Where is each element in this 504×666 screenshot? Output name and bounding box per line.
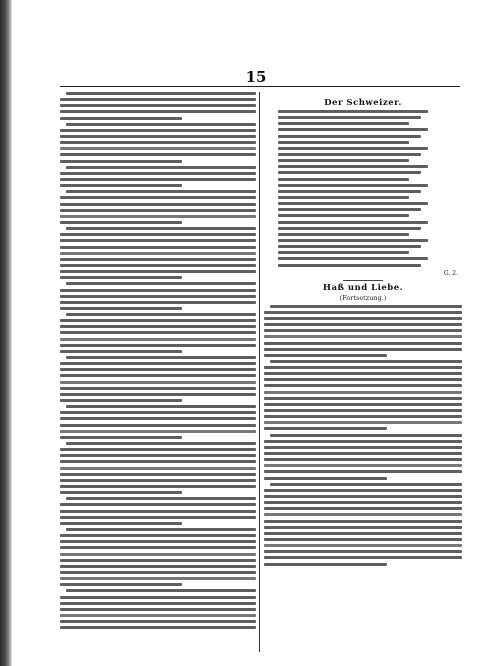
text-line xyxy=(60,491,182,494)
text-line xyxy=(264,520,462,523)
text-line xyxy=(60,540,256,543)
text-line xyxy=(264,421,462,424)
text-line xyxy=(264,311,462,314)
text-line xyxy=(264,563,387,566)
text-line xyxy=(264,391,462,394)
text-line xyxy=(60,368,256,371)
text-line xyxy=(60,104,256,107)
text-line xyxy=(60,160,182,163)
text-line xyxy=(278,221,428,224)
text-line xyxy=(66,227,256,230)
text-line xyxy=(264,427,387,430)
text-line xyxy=(60,295,256,298)
text-line xyxy=(278,178,409,181)
text-line xyxy=(278,239,428,242)
story-title: Haß und Liebe. xyxy=(322,282,404,293)
text-line xyxy=(264,477,387,480)
text-line xyxy=(60,522,182,525)
text-line xyxy=(278,141,409,144)
poem-body xyxy=(264,110,462,267)
text-line xyxy=(60,252,256,255)
text-line xyxy=(264,556,462,559)
right-column xyxy=(264,92,462,652)
text-line xyxy=(278,122,409,125)
text-line xyxy=(264,446,462,449)
text-line xyxy=(60,479,256,482)
text-line xyxy=(66,589,256,592)
text-line xyxy=(278,147,428,150)
section-divider xyxy=(343,280,383,281)
text-line xyxy=(60,233,256,236)
text-line xyxy=(264,378,462,381)
text-line xyxy=(60,473,256,476)
text-line xyxy=(264,544,462,547)
text-line xyxy=(264,440,462,443)
text-line xyxy=(60,565,256,568)
text-line xyxy=(264,550,462,553)
text-line xyxy=(60,608,256,611)
text-line xyxy=(264,532,462,535)
text-line xyxy=(264,397,462,400)
text-line xyxy=(60,448,256,451)
text-line xyxy=(60,289,256,292)
binding-edge xyxy=(0,0,12,666)
text-line xyxy=(264,384,462,387)
text-line xyxy=(60,344,256,347)
text-line xyxy=(278,110,428,113)
text-line xyxy=(278,257,428,260)
text-line xyxy=(60,626,256,629)
text-line xyxy=(264,495,462,498)
text-line xyxy=(60,276,182,279)
text-line xyxy=(60,172,256,175)
text-line xyxy=(60,325,256,328)
text-line xyxy=(270,434,462,437)
text-line xyxy=(60,301,256,304)
text-line xyxy=(264,489,462,492)
column-divider xyxy=(259,92,260,652)
text-line xyxy=(60,209,256,212)
story-body xyxy=(264,305,462,566)
text-line xyxy=(60,153,256,156)
text-line xyxy=(60,485,256,488)
text-line xyxy=(60,264,256,267)
text-line xyxy=(264,464,462,467)
text-line xyxy=(66,123,256,126)
text-line xyxy=(264,507,462,510)
text-line xyxy=(264,348,462,351)
text-line xyxy=(278,128,428,131)
text-line xyxy=(278,227,421,230)
text-line xyxy=(60,454,256,457)
text-line xyxy=(278,165,428,168)
text-line xyxy=(270,483,462,486)
text-line xyxy=(278,233,409,236)
text-line xyxy=(60,258,256,261)
text-line xyxy=(66,405,256,408)
header-rule xyxy=(60,86,460,87)
text-line xyxy=(60,620,256,623)
text-line xyxy=(60,350,182,353)
story-subtitle: (Fortsetzung.) xyxy=(339,293,387,302)
text-line xyxy=(278,190,421,193)
text-line xyxy=(278,184,428,187)
text-line xyxy=(264,526,462,529)
text-line xyxy=(66,190,256,193)
text-line xyxy=(264,329,462,332)
text-line xyxy=(60,246,256,249)
text-line xyxy=(66,442,256,445)
text-line xyxy=(60,602,256,605)
text-line xyxy=(60,393,256,396)
text-line xyxy=(60,98,256,101)
text-line xyxy=(66,528,256,531)
text-line xyxy=(278,214,409,217)
text-line xyxy=(60,362,256,365)
text-line xyxy=(264,501,462,504)
text-line xyxy=(60,110,256,113)
text-line xyxy=(278,171,421,174)
text-line xyxy=(264,538,462,541)
text-line xyxy=(60,331,256,334)
text-line xyxy=(66,92,256,95)
text-line xyxy=(60,411,256,414)
text-line xyxy=(264,366,462,369)
text-line xyxy=(60,534,256,537)
text-line xyxy=(60,460,256,463)
text-line xyxy=(278,264,421,267)
text-line xyxy=(270,305,462,308)
text-line xyxy=(60,596,256,599)
text-line xyxy=(278,116,421,119)
text-line xyxy=(60,436,182,439)
text-line xyxy=(60,117,182,120)
text-line xyxy=(60,196,256,199)
text-line xyxy=(66,313,256,316)
text-line xyxy=(278,153,421,156)
text-line xyxy=(264,317,462,320)
text-line xyxy=(264,372,462,375)
text-line xyxy=(264,342,462,345)
text-line xyxy=(278,208,421,211)
text-line xyxy=(66,166,256,169)
text-line xyxy=(60,503,256,506)
text-line xyxy=(264,470,462,473)
text-line xyxy=(60,516,256,519)
text-line xyxy=(60,270,256,273)
text-line xyxy=(60,374,256,377)
text-line xyxy=(264,354,387,357)
text-line xyxy=(264,452,462,455)
text-line xyxy=(60,571,256,574)
text-line xyxy=(60,239,256,242)
text-line xyxy=(60,307,182,310)
text-line xyxy=(60,467,256,470)
text-line xyxy=(264,458,462,461)
text-line xyxy=(60,577,256,580)
text-line xyxy=(264,403,462,406)
text-line xyxy=(60,559,256,562)
text-line xyxy=(60,424,256,427)
text-line xyxy=(60,147,256,150)
text-line xyxy=(60,215,256,218)
text-line xyxy=(278,245,421,248)
text-line xyxy=(60,510,256,513)
text-line xyxy=(278,159,409,162)
text-line xyxy=(60,417,256,420)
text-line xyxy=(264,415,462,418)
text-line xyxy=(60,430,256,433)
text-line xyxy=(60,184,182,187)
text-line xyxy=(66,497,256,500)
text-line xyxy=(264,335,462,338)
text-line xyxy=(60,178,256,181)
text-line xyxy=(60,135,256,138)
text-line xyxy=(278,251,409,254)
text-line xyxy=(60,338,256,341)
text-line xyxy=(60,546,256,549)
text-line xyxy=(278,135,421,138)
text-line xyxy=(60,387,256,390)
text-line xyxy=(60,221,182,224)
text-line xyxy=(60,381,256,384)
text-line xyxy=(278,202,428,205)
text-line xyxy=(60,553,256,556)
text-line xyxy=(60,614,256,617)
text-line xyxy=(270,360,462,363)
text-line xyxy=(60,141,256,144)
text-line xyxy=(264,409,462,412)
left-column xyxy=(60,92,256,652)
text-line xyxy=(60,319,256,322)
poem-title: Der Schweizer. xyxy=(324,98,402,108)
text-line xyxy=(60,583,182,586)
text-line xyxy=(60,399,182,402)
text-line xyxy=(264,513,462,516)
text-line xyxy=(66,282,256,285)
text-line xyxy=(60,203,256,206)
page-number: 15 xyxy=(245,68,267,86)
poem-signature: G. 2. xyxy=(443,269,458,277)
text-line xyxy=(264,323,462,326)
text-line xyxy=(66,356,256,359)
text-line xyxy=(278,196,409,199)
text-line xyxy=(60,129,256,132)
